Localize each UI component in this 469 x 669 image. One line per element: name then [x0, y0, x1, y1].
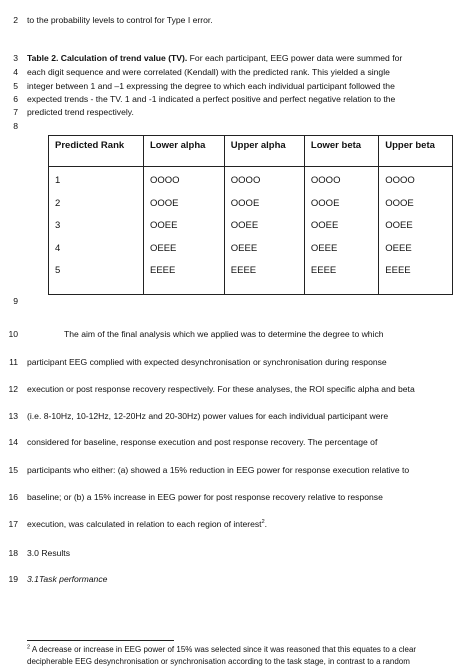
line-text: predicted trend respectively.: [27, 107, 134, 117]
header-lower-alpha: Lower alpha: [144, 136, 225, 167]
line-number: 14: [8, 437, 18, 447]
rank-column: [49, 167, 144, 295]
line-text-body: execution, was calculated in relation to each region of interest: [27, 519, 262, 529]
line-text-end: .: [264, 519, 268, 529]
line-text: each digit sequence and were correlated (Kendall) with the predicted rank. This yielded a single: [27, 67, 390, 77]
footnote-line: [27, 645, 416, 654]
footnote-mark: 2: [27, 644, 31, 651]
line-number: 8: [13, 121, 18, 131]
table-caption: [27, 53, 402, 63]
rank-cell: 3: [55, 220, 61, 231]
line-number: 17: [8, 519, 18, 529]
table-caption-text: For each participant, EEG power data were summed for: [187, 53, 403, 63]
line-text: to the probability levels to control for Type I error.: [27, 15, 213, 25]
line-number: 6: [13, 94, 18, 104]
lower-beta-column: [304, 167, 378, 295]
table-caption-title: Table 2. Calculation of trend value (TV).: [27, 53, 188, 63]
line-text: considered for baseline, response execution and post response recovery. The percentage of: [27, 437, 378, 447]
sequence-cell: OOOO: [310, 175, 341, 186]
sequence-cell: EEEE: [230, 265, 257, 276]
line-number: 2: [13, 15, 18, 25]
line-number: 9: [13, 296, 18, 306]
line-text: participants who either: (a) showed a 15% reduction in EEG power for response execution relative to: [27, 465, 410, 475]
line-number: 19: [8, 574, 18, 584]
sequence-cell: OOEE: [310, 220, 339, 231]
sequence-cell: OOOE: [385, 197, 414, 209]
table-body-row: [49, 167, 453, 295]
upper-beta-column: [379, 167, 453, 295]
trend-value-table: [48, 135, 453, 295]
line-text: baseline; or (b) a 15% increase in EEG power for post response recovery relative to response: [27, 492, 383, 502]
subsection-heading: 3.1Task performance: [27, 574, 108, 584]
sequence-cell: OOOE: [150, 197, 179, 209]
section-heading: 3.0 Results: [27, 548, 70, 558]
footnote-rule: [27, 640, 174, 641]
header-lower-beta: Lower beta: [304, 136, 378, 167]
rank-cell: 1: [55, 175, 61, 186]
line-text: (i.e. 8-10Hz, 10-12Hz, 12-20Hz and 20-30Hz) power values for each individual participant were: [27, 411, 389, 421]
line-text: [27, 519, 267, 529]
header-predicted-rank: Predicted Rank: [49, 136, 144, 167]
line-number: 3: [13, 53, 18, 63]
sequence-cell: OEEE: [150, 242, 177, 254]
line-number: 11: [9, 357, 18, 367]
line-text: The aim of the final analysis which we applied was to determine the degree to which: [64, 329, 384, 339]
table-header-row: [49, 136, 453, 167]
lower-alpha-column: [144, 167, 225, 295]
sequence-cell: OEEE: [230, 242, 258, 254]
footnote-text: A decrease or increase in EEG power of 15% was selected since it was reasoned that this equates to a clear: [30, 645, 417, 654]
sequence-cell: OOOE: [310, 197, 340, 209]
footnote-reference: 2: [261, 519, 265, 526]
header-upper-alpha: Upper alpha: [224, 136, 304, 167]
sequence-cell: EEEE: [310, 265, 337, 276]
line-number: 7: [13, 107, 18, 117]
line-text: expected trends - the TV. 1 and -1 indicated a perfect positive and perfect negative relation to the: [27, 94, 396, 104]
line-text: participant EEG complied with expected desynchronisation or synchronisation during response: [27, 357, 387, 367]
sequence-cell: OEEE: [310, 242, 338, 254]
line-number: 18: [8, 548, 18, 558]
sequence-cell: EEEE: [385, 265, 411, 276]
line-number: 12: [8, 384, 18, 394]
sequence-cell: OOOO: [150, 175, 180, 186]
sequence-cell: OEEE: [385, 242, 412, 254]
sequence-cell: EEEE: [150, 265, 176, 276]
sequence-cell: OOEE: [385, 220, 413, 231]
sequence-cell: OOOE: [230, 197, 260, 209]
line-number: 16: [8, 492, 18, 502]
sequence-cell: OOEE: [230, 220, 259, 231]
footnote-line: decipherable EEG desynchronisation or synchronisation according to the task stage, in contrast to a random: [27, 657, 410, 666]
line-text: integer between 1 and –1 expressing the degree to which each individual participant followed the: [27, 81, 395, 91]
sequence-cell: OOOO: [385, 175, 415, 186]
header-upper-beta: Upper beta: [379, 136, 453, 167]
line-text: execution or post response recovery respectively. For these analyses, the ROI specific alpha and beta: [27, 384, 415, 394]
upper-alpha-column: [224, 167, 304, 295]
rank-cell: 4: [55, 242, 61, 254]
sequence-cell: OOOO: [230, 175, 261, 186]
sequence-cell: OOEE: [150, 220, 178, 231]
line-number: 5: [13, 81, 18, 91]
line-number: 4: [13, 67, 18, 77]
rank-cell: 5: [55, 265, 61, 276]
line-number: 13: [8, 411, 18, 421]
rank-cell: 2: [55, 197, 61, 209]
line-number: 15: [8, 465, 18, 475]
line-number: 10: [8, 329, 18, 339]
